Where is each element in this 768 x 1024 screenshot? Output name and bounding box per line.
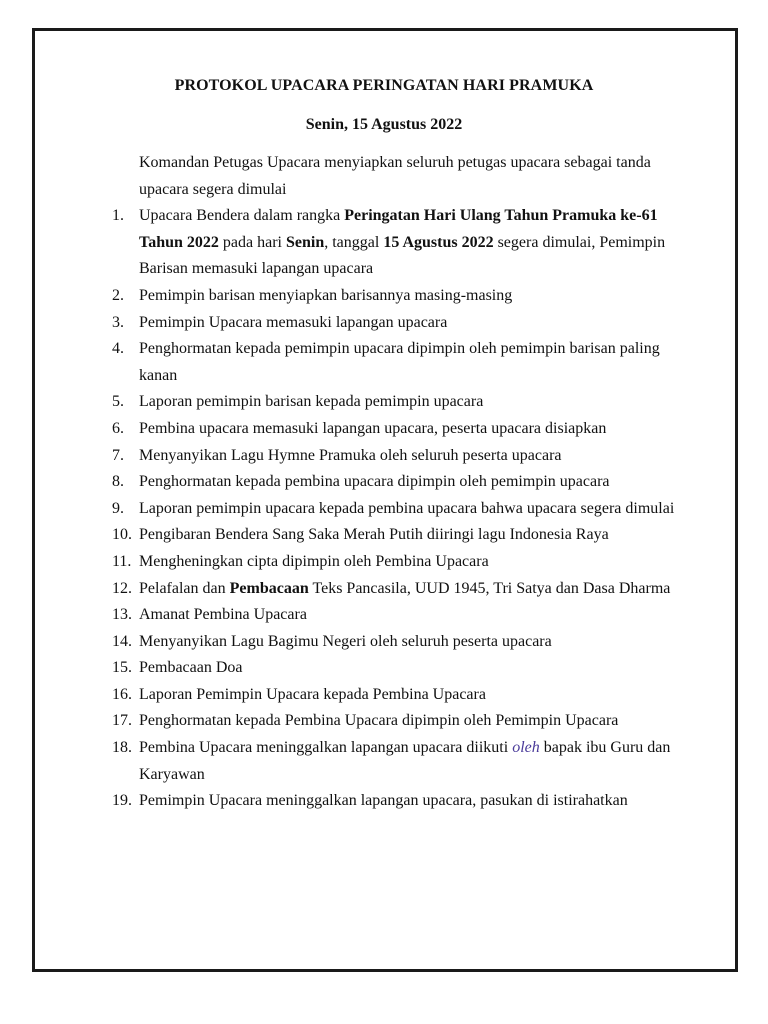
list-item xyxy=(112,576,682,603)
item-number: 8. xyxy=(112,473,124,491)
item-text: Mengheningkan cipta dipimpin oleh Pembina Upacara xyxy=(139,552,489,570)
item-text: Menyanyikan Lagu Hymne Pramuka oleh seluruh peserta upacara xyxy=(139,446,562,464)
item-text: Penghormatan kepada Pembina Upacara dipimpin oleh Pemimpin Upacara xyxy=(139,712,619,730)
item-number: 9. xyxy=(112,499,124,517)
intro-paragraph: Komandan Petugas Upacara menyiapkan seluruh petugas upacara sebagai tanda upacara segera dimulai xyxy=(139,154,651,198)
list-item xyxy=(112,655,682,682)
item-number: 18. xyxy=(112,739,132,757)
document-title: PROTOKOL UPACARA PERINGATAN HARI PRAMUKA xyxy=(174,77,594,94)
item-text: Pelafalan dan xyxy=(139,579,230,597)
item-text: Pembina Upacara meninggalkan lapangan upacara diikuti xyxy=(139,739,513,757)
list-item xyxy=(112,708,682,735)
item-number: 13. xyxy=(112,606,132,624)
item-text-bold: Senin xyxy=(285,233,325,251)
list-item xyxy=(112,549,682,576)
item-number: 11. xyxy=(112,552,132,570)
list-item xyxy=(112,283,682,310)
list-item xyxy=(112,682,682,709)
item-text: bapak ibu Guru dan Karyawan xyxy=(139,739,671,783)
list-item xyxy=(112,735,682,788)
item-text: pada hari xyxy=(218,233,286,251)
item-text: Pembacaan Doa xyxy=(139,659,243,677)
item-text-bold: 15 Agustus 2022 xyxy=(383,233,494,251)
item-number: 19. xyxy=(112,792,132,810)
list-item xyxy=(112,310,682,337)
item-text: Upacara Bendera dalam rangka xyxy=(139,207,345,225)
item-text-italic: oleh xyxy=(512,739,540,757)
document-date: Senin, 15 Agustus 2022 xyxy=(305,116,463,133)
item-text: Pemimpin Upacara memasuki lapangan upacara xyxy=(139,313,448,331)
item-number: 2. xyxy=(112,286,124,304)
list-item xyxy=(112,522,682,549)
item-text-bold: Pembacaan xyxy=(229,579,309,597)
item-number: 4. xyxy=(112,340,124,358)
list-item xyxy=(112,496,682,523)
item-number: 3. xyxy=(112,313,124,331)
item-number: 15. xyxy=(112,659,132,677)
item-number: 10. xyxy=(112,526,132,544)
list-item xyxy=(112,389,682,416)
item-text: Laporan pemimpin upacara kepada pembina upacara bahwa upacara segera dimulai xyxy=(139,499,675,517)
item-number: 12. xyxy=(112,579,132,597)
protocol-list xyxy=(112,203,682,815)
item-number: 7. xyxy=(112,446,124,464)
list-item xyxy=(112,443,682,470)
item-number: 14. xyxy=(112,632,132,650)
list-item xyxy=(112,788,682,815)
item-text: Teks Pancasila, UUD 1945, Tri Satya dan Dasa Dharma xyxy=(308,579,671,597)
item-text-bold: Peringatan Hari Ulang Tahun Pramuka ke-61 Tahun 2022 xyxy=(139,207,658,251)
list-item xyxy=(112,203,682,283)
list-item xyxy=(112,629,682,656)
item-text: Amanat Pembina Upacara xyxy=(139,606,307,624)
item-number: 1. xyxy=(112,207,124,225)
item-text: Menyanyikan Lagu Bagimu Negeri oleh seluruh peserta upacara xyxy=(139,632,552,650)
item-number: 16. xyxy=(112,685,132,703)
item-text: Laporan pemimpin barisan kepada pemimpin upacara xyxy=(139,393,484,411)
item-text: Pengibaran Bendera Sang Saka Merah Putih diiringi lagu Indonesia Raya xyxy=(139,526,609,544)
item-text: Pembina upacara memasuki lapangan upacara, peserta upacara disiapkan xyxy=(139,419,607,437)
list-item xyxy=(112,416,682,443)
item-number: 17. xyxy=(112,712,132,730)
item-text: Penghormatan kepada pembina upacara dipimpin oleh pemimpin upacara xyxy=(139,473,610,491)
list-item xyxy=(112,336,682,389)
item-text: , tanggal xyxy=(324,233,384,251)
list-item xyxy=(112,469,682,496)
item-text: Pemimpin barisan menyiapkan barisannya masing-masing xyxy=(139,286,513,304)
list-item xyxy=(112,602,682,629)
document-body xyxy=(112,150,682,815)
item-text: Laporan Pemimpin Upacara kepada Pembina Upacara xyxy=(139,685,486,703)
item-text: Penghormatan kepada pemimpin upacara dipimpin oleh pemimpin barisan paling kanan xyxy=(139,340,660,384)
item-text: Pemimpin Upacara meninggalkan lapangan upacara, pasukan di istirahatkan xyxy=(139,792,628,810)
item-text: segera dimulai, Pemimpin Barisan memasuki lapangan upacara xyxy=(139,233,666,278)
item-number: 6. xyxy=(112,419,124,437)
item-number: 5. xyxy=(112,393,124,411)
